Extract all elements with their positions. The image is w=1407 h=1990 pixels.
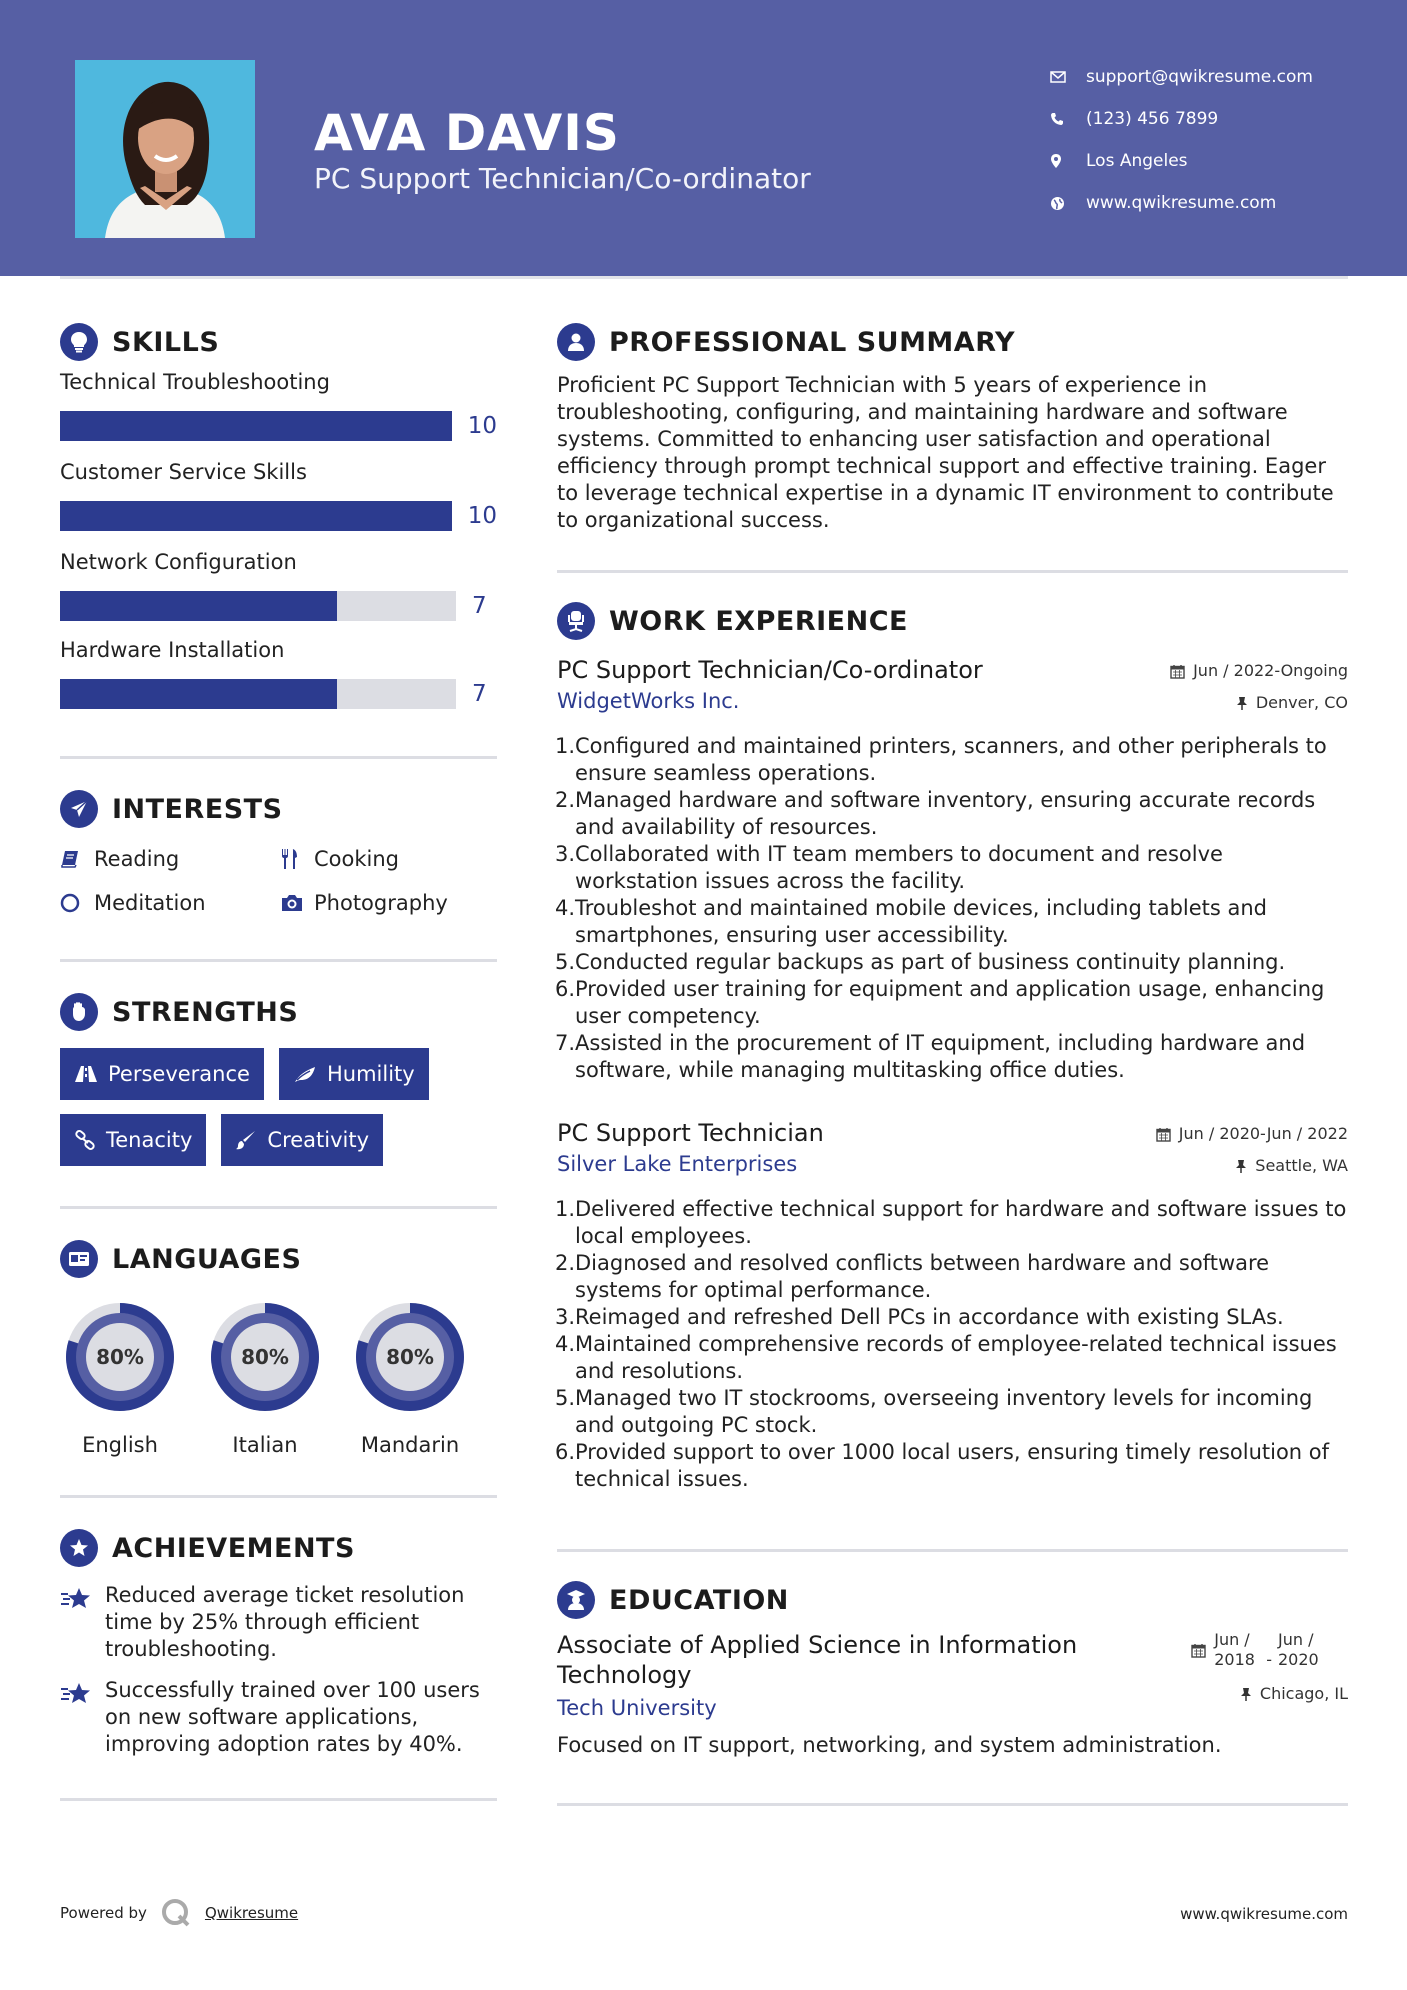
duty-item: 7. Assisted in the procurement of IT equipment, including hardware and software, while managing multitasking office duties. [554,1031,1306,1082]
duty-item: 2. Managed hardware and software inventory, ensuring accurate records and availability of resources. [554,788,1316,839]
map-pin-icon [1050,153,1086,169]
job-role: PC Support Technician [557,1119,824,1147]
duty-item: 6. Provided user training for equipment and application usage, enhancing user competency. [554,977,1325,1028]
powered-by-label: Powered by [60,1904,147,1922]
candidate-title: PC Support Technician/Co-ordinator [314,162,811,195]
interests-heading: INTERESTS [112,793,283,825]
job-duties [554,1196,1348,1493]
languages-section-title [60,1239,497,1279]
skill-bar [60,591,456,621]
job-duties [554,733,1348,1084]
qwikresume-link[interactable]: Qwikresume [204,1904,299,1922]
job-dates-text: Jun / 2022-Ongoing [1193,661,1348,680]
hand-icon [60,993,98,1031]
resume-header [0,0,1407,276]
language-ring [205,1297,325,1417]
education-end: Jun / 2020 [1278,1630,1319,1669]
interest-label: Reading [94,847,180,871]
skills-heading: SKILLS [112,326,220,358]
skill-item [60,460,497,542]
language-percent: 80% [96,1345,144,1369]
skill-bar-fill [60,591,337,621]
section-divider [557,570,1348,573]
contact-phone-text: (123) 456 7899 [1086,109,1219,129]
skill-value: 10 [467,503,497,529]
summary-text: Proficient PC Support Technician with 5 years of experience in troubleshooting, configuring, and maintaining hardware and software systems. Committed to enhancing user satisfaction and operational efficiency through prompt technical support and effective training. Eager to leverage technical expertise in a dynamic IT environment to contribute to organizational success. [557,373,1334,532]
skill-bar-fill [60,501,452,531]
duty-item: 2. Diagnosed and resolved conflicts between hardware and software systems for optimal performance. [554,1251,1270,1302]
footer-website[interactable]: www.qwikresume.com [1180,1905,1348,1923]
contact-website-text: www.qwikresume.com [1086,193,1277,213]
experience-heading: WORK EXPERIENCE [609,605,908,637]
envelope-icon [1050,71,1086,83]
skill-item [60,638,497,720]
star-icon [60,1677,105,1758]
education-school: Tech University [557,1696,717,1720]
globe-icon [1050,196,1086,211]
language-name: English [82,1433,158,1457]
job-company: Silver Lake Enterprises [557,1152,798,1176]
camera-icon [280,893,314,913]
skill-value: 7 [472,593,487,619]
interest-item [280,845,500,873]
footer-powered-by [60,1898,298,1928]
skill-bar-fill [60,411,452,441]
strength-chip [279,1048,429,1100]
skill-bar [60,501,452,531]
achievement-text: Reduced average ticket resolution time by 25% through efficient troubleshooting. [105,1583,465,1661]
job-location [1156,1150,1348,1182]
header-divider [60,276,1348,279]
education-location-text: Chicago, IL [1259,1684,1348,1703]
graduate-icon [557,1581,595,1619]
calendar-icon [1170,664,1185,679]
duty-item: 4. Maintained comprehensive records of employee-related technical issues and resolutions. [554,1332,1337,1383]
language-ring [350,1297,470,1417]
interests-section-title [60,789,497,829]
job-entry [554,655,1348,1084]
section-divider [557,1803,1348,1806]
summary-heading: PROFESSIONAL SUMMARY [609,326,1016,358]
strength-chip [221,1114,383,1166]
phone-icon [1050,112,1086,126]
id-card-icon [60,1240,98,1278]
skill-bar [60,411,452,441]
language-ring [60,1297,180,1417]
paper-plane-icon [60,790,98,828]
job-dates-text: Jun / 2020-Jun / 2022 [1178,1124,1348,1143]
strengths-heading: STRENGTHS [112,996,299,1028]
contact-website[interactable] [1050,182,1380,224]
utensils-icon [280,848,314,870]
languages-list [60,1297,497,1457]
skill-name: Network Configuration [60,550,297,574]
duty-item: 4. Troubleshot and maintained mobile devices, including tablets and smartphones, ensuring user accessibility. [554,896,1268,947]
interest-label: Meditation [94,891,206,915]
education-section-title [557,1580,1348,1620]
interest-item [60,889,280,917]
interests-list [60,845,497,917]
language-name: Mandarin [360,1433,460,1457]
job-dates [1156,1118,1348,1150]
star-badge-icon [60,1529,98,1567]
section-divider [557,1549,1348,1552]
strength-chip [60,1048,264,1100]
duty-item: 6. Provided support to over 1000 local users, ensuring timely resolution of technical issues. [554,1440,1330,1491]
education-start: Jun / 2018 [1214,1630,1255,1669]
section-divider [60,1798,497,1801]
skill-name: Technical Troubleshooting [60,370,330,394]
language-percent: 80% [386,1345,434,1369]
education-description: Focused on IT support, networking, and system administration. [557,1733,1222,1757]
skill-item [60,550,497,632]
pushpin-icon [1240,1687,1252,1702]
section-divider [60,756,497,759]
education-location [1191,1684,1348,1704]
duty-item: 5. Conducted regular backups as part of business continuity planning. [554,950,1286,974]
duty-item: 3. Reimaged and refreshed Dell PCs in accordance with existing SLAs. [554,1305,1284,1329]
language-item [60,1297,180,1457]
calendar-icon [1191,1643,1206,1658]
contact-email-text: support@qwikresume.com [1086,67,1313,87]
skill-bar [60,679,456,709]
brush-icon [235,1129,257,1151]
language-item [350,1297,470,1457]
candidate-name: AVA DAVIS [314,104,620,162]
education-heading: EDUCATION [609,1584,789,1616]
section-divider [60,959,497,962]
interest-label: Photography [314,891,448,915]
strength-label: Tenacity [106,1128,193,1152]
contact-list [1050,56,1380,224]
user-icon [557,323,595,361]
contact-location [1050,140,1380,182]
job-role: PC Support Technician/Co-ordinator [557,656,983,684]
qwikresume-logo-icon [161,1898,191,1928]
achievements-section-title [60,1528,497,1568]
section-divider [60,1495,497,1498]
interest-item [60,845,280,873]
skills-section-title [60,322,497,362]
pushpin-icon [1236,696,1248,711]
duty-item: 5. Managed two IT stockrooms, overseeing inventory levels for incoming and outgoing PC stock. [554,1386,1313,1437]
strength-label: Perseverance [108,1062,250,1086]
pushpin-icon [1235,1159,1247,1174]
lightbulb-icon [60,323,98,361]
interest-item [280,889,500,917]
skill-item [60,370,497,452]
skill-value: 7 [472,681,487,707]
summary-section-title [557,322,1348,362]
job-entry [554,1118,1348,1493]
duty-item: 3. Collaborated with IT team members to document and resolve workstation issues across the facility. [554,842,1223,893]
leaf-icon [293,1065,317,1083]
experience-section-title [557,601,1348,641]
job-dates [1170,655,1348,687]
strength-label: Humility [326,1062,415,1086]
left-column [60,322,497,1801]
star-icon [60,1582,105,1663]
skill-value: 10 [467,413,497,439]
skill-bar-fill [60,679,337,709]
achievements-heading: ACHIEVEMENTS [112,1532,355,1564]
book-icon [60,849,94,869]
contact-location-text: Los Angeles [1086,151,1188,171]
achievement-item [60,1582,497,1663]
link-icon [74,1129,96,1151]
education-dates: Jun / 2018 - Jun / 2020 [1191,1630,1348,1670]
section-divider [60,1206,497,1209]
right-column [554,322,1348,1806]
education-entry [557,1630,1348,1759]
language-item [205,1297,325,1457]
office-chair-icon [557,602,595,640]
interest-label: Cooking [314,847,399,871]
contact-email[interactable] [1050,56,1380,98]
calendar-icon [1156,1127,1171,1142]
languages-heading: LANGUAGES [112,1243,302,1275]
duty-item: 1. Delivered effective technical support for hardware and software issues to local employees. [554,1197,1347,1248]
job-location-text: Denver, CO [1255,693,1348,712]
language-percent: 80% [241,1345,289,1369]
circle-icon [60,893,94,913]
job-location-text: Seattle, WA [1255,1156,1348,1175]
education-degree: Associate of Applied Science in Information Technology [557,1631,1078,1689]
duty-item: 1. Configured and maintained printers, scanners, and other peripherals to ensure seamless operations. [554,734,1327,785]
job-location [1170,687,1348,719]
strengths-list [60,1048,497,1166]
achievement-text: Successfully trained over 100 users on new software applications, improving adoption rates by 40%. [105,1678,480,1756]
skill-name: Customer Service Skills [60,460,307,484]
strength-chip [60,1114,206,1166]
strengths-section-title [60,992,497,1032]
strength-label: Creativity [267,1128,370,1152]
job-company: WidgetWorks Inc. [557,689,740,713]
skill-name: Hardware Installation [60,638,285,662]
road-icon [74,1065,98,1083]
achievement-item [60,1677,497,1758]
contact-phone[interactable] [1050,98,1380,140]
language-name: Italian [232,1433,298,1457]
profile-photo [75,60,255,238]
